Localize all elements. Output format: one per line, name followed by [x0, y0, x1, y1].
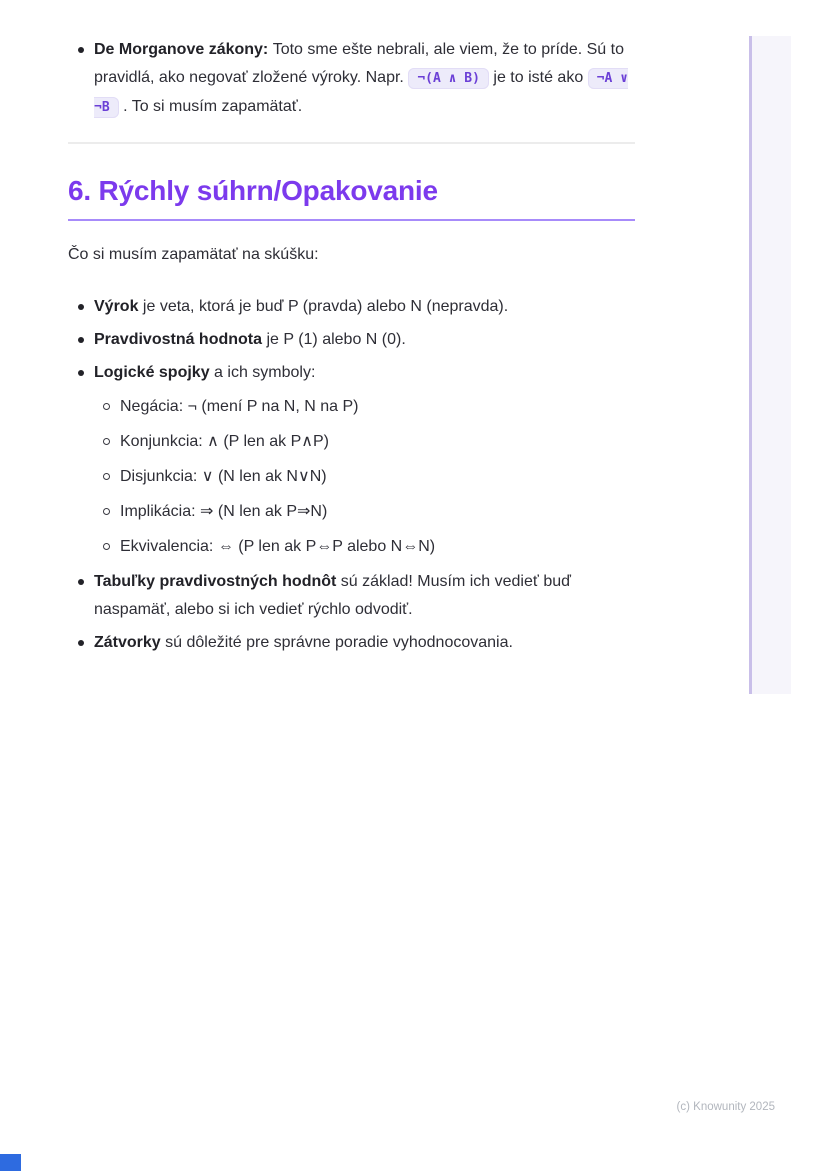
inline-code: ¬A ∨ ¬B — [94, 68, 628, 118]
list-item — [94, 359, 635, 561]
list-item — [94, 568, 635, 624]
corner-blue-square — [0, 1154, 21, 1171]
bold-term: Výrok — [94, 298, 139, 315]
next-page-preview-panel — [749, 36, 791, 694]
text-run: . To si musím zapamätať. — [118, 98, 303, 115]
text-run: je veta, ktorá je buď P (pravda) alebo N (nepravda). — [138, 298, 509, 315]
section-divider — [68, 142, 635, 144]
inline-code: ¬(A ∧ B) — [408, 68, 489, 89]
list-item — [94, 36, 635, 122]
text-run: sú dôležité pre správne poradie vyhodnocovania. — [160, 634, 513, 651]
section-intro: Čo si musím zapamätať na skúšku: — [68, 246, 319, 263]
footer-credit: (c) Knowunity 2025 — [676, 1101, 775, 1113]
sub-list-item: Disjunkcia: ∨ (N len ak N∨N) — [120, 463, 635, 491]
sub-list-item: Konjunkcia: ∧ (P len ak P∧P) — [120, 428, 635, 456]
content-column — [68, 36, 635, 662]
section-heading: 6. Rýchly súhrn/Opakovanie — [68, 174, 635, 221]
intro-list — [68, 36, 635, 122]
text-run: je to isté ako — [488, 69, 588, 86]
bold-term: Pravdivostná hodnota — [94, 331, 263, 348]
bold-term: Logické spojky — [94, 364, 210, 381]
bold-term: Tabuľky pravdivostných hodnôt — [94, 573, 337, 590]
text-run: sú základ! Musím ich vedieť buď naspamäť, alebo si ich vedieť rýchlo odvodiť. — [94, 573, 571, 618]
list-item — [94, 629, 635, 657]
sub-list-item: Implikácia: ⇒ (N len ak P⇒N) — [120, 498, 635, 526]
sub-list-item: Negácia: ¬ (mení P na N, N na P) — [120, 393, 635, 421]
sub-list — [94, 393, 635, 561]
bold-term: De Morganove zákony: — [94, 41, 273, 58]
text-run: a ich symboly: — [209, 364, 316, 381]
bold-term: Zátvorky — [94, 634, 161, 651]
text-run: Toto sme ešte nebrali, ale viem, že to príde. Sú to pravidlá, ako negovať zložené výroky. Napr. — [94, 41, 624, 86]
text-run: je P (1) alebo N (0). — [262, 331, 406, 348]
sub-list-item: Ekvivalencia: ⇔ (P len ak P⇔P alebo N⇔N) — [120, 533, 635, 561]
summary-list — [68, 293, 635, 657]
list-item — [94, 326, 635, 354]
list-item — [94, 293, 635, 321]
